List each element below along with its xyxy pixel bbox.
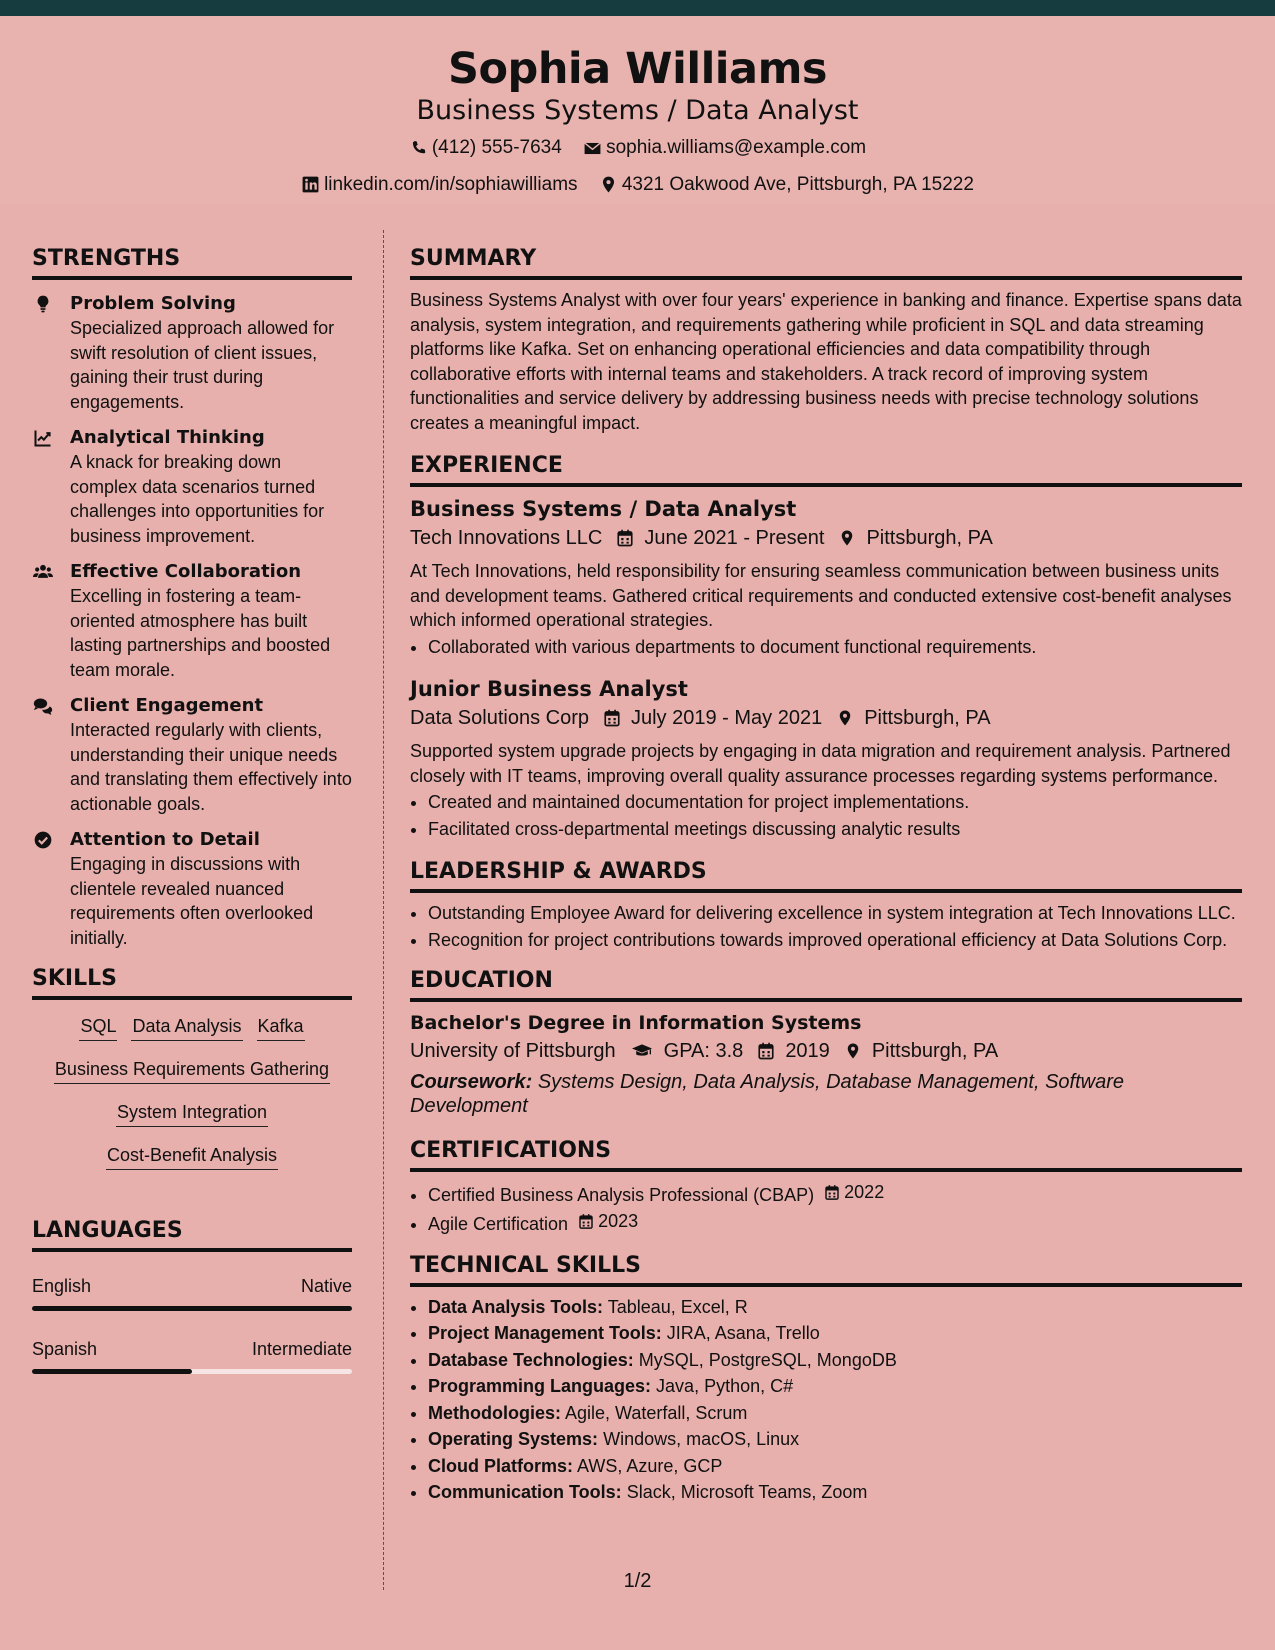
address-text: 4321 Oakwood Ave, Pittsburgh, PA 15222 [621,173,974,195]
graduation-cap-icon [630,1041,654,1061]
coursework [410,1070,1242,1118]
leadership-item: • Recognition for project contributions towards improved operational efficiency at Data Solutions Corp. [428,928,1242,953]
education-heading: EDUCATION [410,966,1242,1002]
tech-skill-value: Slack, Microsoft Teams, Zoom [626,1482,868,1502]
right-column [410,244,1242,1505]
linkedin-icon [301,175,320,194]
map-pin-icon [836,708,854,728]
strength-item [32,828,352,950]
tech-skill-label: Methodologies: [428,1402,561,1423]
tech-skill-item [428,1348,1242,1373]
skill-tag: SQL [79,1014,117,1041]
skill-tag: Kafka [257,1014,305,1041]
strength-desc: Interacted regularly with clients, understanding their unique needs and translating them effectively into actionable goals. [70,720,352,814]
strength-desc: Engaging in discussions with clientele revealed nuanced requirements often overlooked initially. [70,854,314,948]
skills-heading: SKILLS [32,964,352,1000]
job-location [838,523,992,553]
certification-item [428,1180,1242,1207]
strength-desc: A knack for breaking down complex data scenarios turned challenges into opportunities for business improvement. [70,452,325,546]
tech-skill-value: AWS, Azure, GCP [577,1455,723,1476]
strength-title: Analytical Thinking [70,427,265,448]
job-company-text: Data Solutions Corp [410,707,589,729]
job-role: Junior Business Analyst [410,677,688,701]
experience-heading: EXPERIENCE [410,451,1242,487]
language-name: Spanish [32,1339,98,1359]
tech-skill-item [428,1295,1242,1320]
leadership-list [428,901,1242,952]
email-item [583,136,866,160]
job-role: Business Systems / Data Analyst [410,497,797,521]
job-meta [410,523,1242,553]
linkedin-item [301,173,577,197]
map-pin-icon [844,1041,862,1061]
calendar-icon [616,528,634,548]
tech-skill-label: Cloud Platforms: [428,1455,574,1476]
education-meta [410,1036,1242,1066]
language-item [32,1337,352,1374]
phone-text: (412) 555-7634 [431,137,562,158]
job-company-text: Tech Innovations LLC [410,527,603,549]
certification-item [428,1209,1242,1236]
envelope-icon [583,139,602,158]
job-dates-text: June 2021 - Present [644,527,825,549]
calendar-icon [603,708,621,728]
strengths-heading: STRENGTHS [32,244,352,280]
strength-title: Client Engagement [70,695,264,716]
languages-heading: LANGUAGES [32,1216,352,1252]
calendar-icon [578,1213,594,1230]
strength-desc: Excelling in fostering a team-oriented atmosphere has built lasting partnerships and boosted team morale. [70,586,331,680]
graduation-year [757,1036,830,1066]
tech-skill-label: Database Technologies: [428,1349,634,1370]
education-location-text: Pittsburgh, PA [871,1040,999,1062]
phone-item [409,136,562,160]
tech-skill-item [428,1374,1242,1399]
strength-title: Effective Collaboration [70,561,302,582]
gpa [630,1036,744,1066]
skills-list [32,1014,352,1170]
chart-line-icon [32,428,54,448]
map-pin-icon [599,175,618,194]
job-entry [410,495,1242,659]
lightbulb-icon [32,294,54,314]
strength-item [32,292,352,414]
certifications-heading: CERTIFICATIONS [410,1136,1242,1172]
job-dates-text: July 2019 - May 2021 [630,707,823,729]
column-divider [383,230,384,1590]
summary-text: Business Systems Analyst with over four years' experience in banking and finance. Expertise spans data analysis, system integration, and requirements gathering while proficient in SQL and data streaming platforms like Kafka. Set on enhancing operational efficiencies and data compatibility through collaborative efforts with internal teams and stakeholders. A track record of improving system functionalities and service delivery by addressing business needs with precise technology solutions creates a meaningful impact. [410,290,1242,433]
skill-tag: System Integration [116,1100,268,1127]
coursework-label: Coursework: [410,1071,533,1093]
left-column [32,244,352,1374]
technical-skills-list [428,1295,1242,1505]
tech-skill-label: Communication Tools: [428,1482,622,1502]
contact-line-1 [0,136,1275,165]
job-location-text: Pittsburgh, PA [864,707,991,729]
job-bullet: • Facilitated cross-departmental meetings discussing analytic results [428,817,1242,842]
certifications-list [428,1180,1242,1237]
tech-skill-label: Programming Languages: [428,1376,652,1396]
tech-skill-label: Data Analysis Tools: [428,1296,604,1317]
leadership-heading: LEADERSHIP & AWARDS [410,857,1242,893]
job-entry [410,675,1242,841]
job-dates [603,703,822,733]
school-text: University of Pittsburgh [410,1040,616,1062]
tech-skill-item [428,1401,1242,1426]
candidate-name: Sophia Williams [448,44,827,94]
job-dates [616,523,824,553]
top-accent-bar [0,0,1275,16]
contact-line-2 [0,173,1275,202]
certification-year: 2023 [598,1211,639,1232]
language-bar-fill [32,1369,192,1374]
language-name: English [32,1276,92,1296]
phone-icon [409,139,428,158]
calendar-icon [757,1041,775,1061]
language-bar-fill [32,1306,352,1311]
job-company [410,703,589,733]
coursework-text: Systems Design, Data Analysis, Database Management, Software Development [410,1071,1125,1117]
strength-item [32,426,352,548]
education-location [844,1036,998,1066]
tech-skill-item [428,1480,1242,1505]
skill-tag: Cost-Benefit Analysis [106,1143,278,1170]
address-item [599,173,974,197]
year-text: 2019 [785,1040,830,1062]
school [410,1036,616,1066]
language-bar [32,1306,352,1311]
tech-skill-label: Project Management Tools: [428,1323,662,1343]
job-desc: At Tech Innovations, held responsibility for ensuring seamless communication between business units and development teams. Gathered critical requirements and conducted extensive cost-benefit analyses which informed operational strategies. [410,561,1232,630]
job-bullets [428,635,1242,660]
degree-name: Bachelor's Degree in Information Systems [410,1012,862,1034]
job-company [410,523,602,553]
gpa-text: GPA: 3.8 [663,1040,744,1062]
email-text: sophia.williams@example.com [606,137,867,158]
calendar-icon [824,1184,840,1201]
check-circle-icon [32,830,54,850]
users-icon [32,562,54,582]
skill-tag: Business Requirements Gathering [54,1057,330,1084]
certification-name: Certified Business Analysis Professional (CBAP) [428,1184,815,1205]
tech-skill-item [428,1454,1242,1479]
candidate-title: Business Systems / Data Analyst [416,95,859,126]
job-meta [410,703,1242,733]
map-pin-icon [838,528,856,548]
tech-skill-value: Tableau, Excel, R [607,1296,748,1317]
linkedin-text: linkedin.com/in/sophiawilliams [324,173,578,195]
tech-skill-value: Java, Python, C# [656,1376,794,1396]
language-level: Native [300,1276,352,1296]
strengths-list [32,292,352,950]
job-desc: Supported system upgrade projects by engaging in data migration and requirement analysis. Partnered closely with IT teams, improving overall quality assurance processes regarding systems performance. [410,741,1231,786]
technical-skills-heading: TECHNICAL SKILLS [410,1251,1242,1287]
strength-title: Attention to Detail [70,829,260,850]
tech-skill-value: Agile, Waterfall, Scrum [565,1402,748,1423]
language-bar [32,1369,352,1374]
comments-icon [32,696,54,716]
certification-name: Agile Certification [428,1214,569,1234]
job-bullet: • Created and maintained documentation for project implementations. [428,790,1242,815]
strength-item [32,694,352,816]
tech-skill-value: JIRA, Asana, Trello [666,1323,820,1343]
page-number: 1/2 [623,1570,652,1592]
job-bullets [428,790,1242,841]
tech-skill-label: Operating Systems: [428,1429,599,1449]
job-bullet: • Collaborated with various departments to document functional requirements. [428,635,1242,660]
summary-heading: SUMMARY [410,244,1242,280]
strength-desc: Specialized approach allowed for swift resolution of client issues, gaining their trust during engagements. [70,318,335,412]
certification-year: 2022 [844,1182,885,1202]
tech-skill-value: Windows, macOS, Linux [603,1429,800,1449]
tech-skill-item [428,1427,1242,1452]
tech-skill-item [428,1321,1242,1346]
skill-tag: Data Analysis [131,1014,242,1041]
strength-item [32,560,352,682]
language-level: Intermediate [251,1339,352,1359]
job-location [836,703,990,733]
job-location-text: Pittsburgh, PA [866,527,993,549]
tech-skill-value: MySQL, PostgreSQL, MongoDB [638,1349,897,1370]
resume-header [0,16,1275,204]
leadership-item: • Outstanding Employee Award for delivering excellence in system integration at Tech Innovations LLC. [428,901,1242,926]
language-item [32,1274,352,1311]
strength-title: Problem Solving [70,293,236,314]
